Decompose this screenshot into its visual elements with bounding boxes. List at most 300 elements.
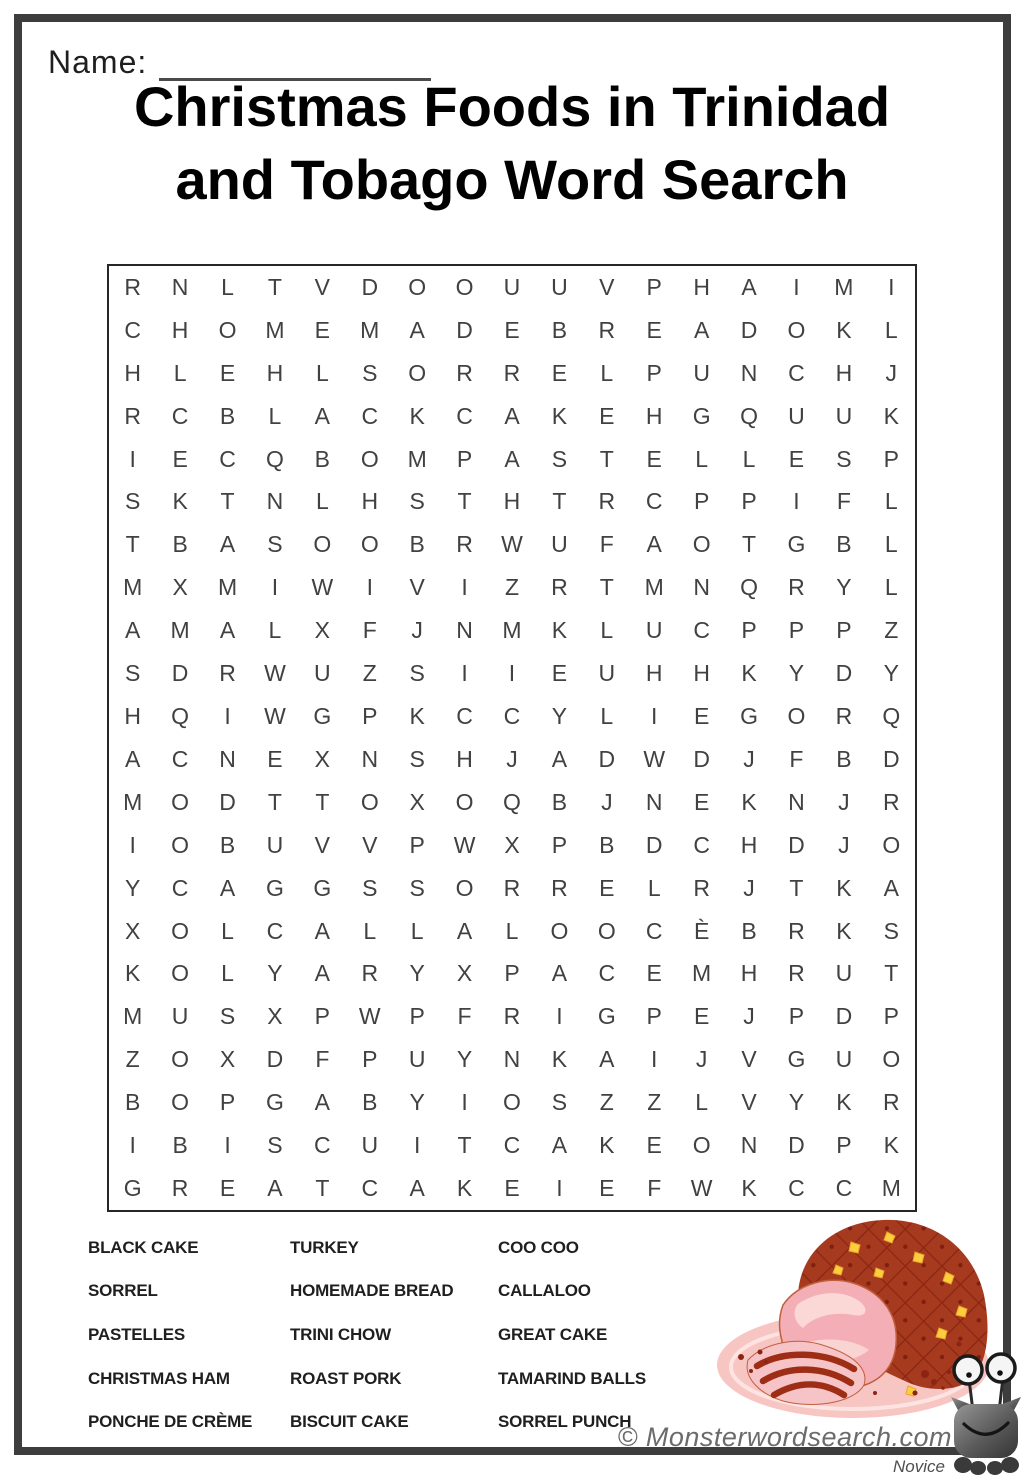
word-list-item: CALLALOO	[498, 1281, 591, 1301]
grid-letter-r19-c1: Z	[125, 1046, 140, 1073]
grid-letter-r21-c16: P	[836, 1132, 852, 1159]
grid-letter-r18-c13: E	[693, 1003, 710, 1030]
grid-letter-r10-c11: U	[598, 660, 616, 687]
grid-letter-r1-c8: O	[455, 273, 474, 300]
grid-letter-r20-c14: V	[741, 1089, 757, 1116]
page-title	[0, 70, 1024, 216]
grid-letter-r5-c10: S	[551, 445, 568, 472]
grid-letter-r19-c9: N	[503, 1046, 521, 1073]
grid-letter-r11-c16: R	[835, 703, 853, 730]
grid-letter-r16-c1: X	[125, 917, 141, 944]
grid-letter-r20-c8: I	[461, 1089, 468, 1116]
grid-letter-r20-c17: R	[882, 1089, 900, 1116]
grid-letter-r15-c11: E	[599, 874, 615, 901]
grid-letter-r10-c7: S	[409, 660, 425, 687]
grid-letter-r5-c2: E	[172, 445, 188, 472]
grid-letter-r7-c4: S	[267, 531, 283, 558]
grid-letter-r19-c3: X	[219, 1046, 236, 1073]
word-list-item: TAMARIND BALLS	[498, 1368, 646, 1388]
grid-letter-r13-c9: Q	[503, 788, 521, 815]
grid-letter-r16-c13: È	[693, 917, 710, 944]
grid-letter-r2-c5: E	[314, 316, 331, 343]
grid-letter-r4-c5: A	[314, 402, 331, 429]
grid-letter-r11-c15: O	[787, 703, 806, 730]
grid-letter-r4-c1: R	[124, 402, 142, 429]
grid-letter-r17-c7: Y	[409, 960, 425, 987]
grid-letter-r15-c3: A	[219, 874, 236, 901]
grid-letter-r2-c9: E	[504, 316, 520, 343]
grid-letter-r18-c17: P	[883, 1003, 899, 1030]
word-list-item: ROAST PORK	[290, 1368, 402, 1388]
grid-letter-r4-c7: K	[409, 402, 425, 429]
grid-letter-r13-c5: T	[315, 788, 330, 815]
grid-letter-r1-c16: M	[834, 273, 854, 300]
grid-letter-r11-c8: C	[456, 703, 473, 730]
word-list-item: BLACK CAKE	[88, 1237, 199, 1257]
grid-letter-r14-c11: B	[599, 831, 615, 858]
word-list-item: PONCHE DE CRÈME	[88, 1412, 253, 1432]
grid-letter-r3-c3: E	[219, 359, 236, 386]
grid-letter-r8-c1: M	[123, 574, 143, 601]
grid-letter-r9-c11: L	[600, 617, 614, 644]
grid-letter-r14-c9: X	[504, 831, 520, 858]
grid-letter-r17-c9: P	[504, 960, 520, 987]
grid-letter-r11-c1: H	[124, 703, 142, 730]
grid-letter-r8-c14: Q	[740, 574, 758, 601]
grid-letter-r2-c14: D	[740, 316, 758, 343]
grid-letter-r17-c6: R	[361, 960, 379, 987]
grid-letter-r18-c15: P	[788, 1003, 805, 1030]
grid-letter-r5-c6: O	[360, 445, 379, 472]
grid-letter-r10-c14: K	[741, 660, 757, 687]
grid-letter-r17-c5: A	[314, 960, 331, 987]
grid-letter-r19-c16: U	[835, 1046, 853, 1073]
grid-letter-r22-c17: M	[881, 1175, 901, 1202]
grid-letter-r1-c7: O	[408, 273, 427, 300]
grid-letter-r3-c15: C	[788, 359, 805, 386]
grid-letter-r10-c12: H	[645, 660, 663, 687]
grid-letter-r2-c16: K	[836, 316, 852, 343]
grid-letter-r11-c12: I	[651, 703, 658, 730]
grid-letter-r18-c9: R	[503, 1003, 521, 1030]
grid-letter-r22-c10: I	[556, 1175, 563, 1202]
grid-letter-r7-c12: A	[646, 531, 662, 558]
grid-letter-r14-c12: D	[645, 831, 663, 858]
word-list-item: TURKEY	[290, 1237, 359, 1257]
grid-letter-r20-c7: Y	[409, 1089, 425, 1116]
grid-letter-r7-c2: B	[172, 531, 188, 558]
grid-letter-r6-c11: R	[598, 488, 616, 515]
grid-letter-r12-c8: H	[456, 745, 473, 772]
word-list-item: PASTELLES	[88, 1324, 186, 1344]
word-list-item: SORREL	[88, 1281, 158, 1301]
grid-letter-r18-c4: X	[267, 1003, 283, 1030]
grid-letter-r4-c11: E	[599, 402, 615, 429]
grid-letter-r3-c11: L	[600, 359, 614, 386]
grid-letter-r13-c6: O	[360, 788, 379, 815]
grid-letter-r8-c7: V	[409, 574, 425, 601]
grid-letter-r16-c17: S	[883, 917, 899, 944]
grid-letter-r9-c4: L	[268, 617, 282, 644]
grid-letter-r8-c16: Y	[836, 574, 852, 601]
grid-letter-r15-c13: R	[693, 874, 710, 901]
grid-letter-r12-c6: N	[361, 745, 379, 772]
grid-letter-r13-c8: O	[455, 788, 474, 815]
grid-letter-r19-c14: V	[741, 1046, 757, 1073]
grid-letter-r1-c6: D	[361, 273, 379, 300]
grid-letter-r9-c10: K	[551, 617, 568, 644]
grid-letter-r21-c15: D	[788, 1132, 805, 1159]
grid-letter-r16-c10: O	[550, 917, 569, 944]
grid-letter-r6-c6: H	[361, 488, 379, 515]
monster-mascot	[948, 1352, 1024, 1478]
grid-letter-r4-c17: K	[883, 402, 899, 429]
grid-letter-r15-c15: T	[789, 874, 804, 901]
monster-icon	[948, 1352, 1024, 1478]
grid-letter-r16-c12: C	[645, 917, 663, 944]
grid-letter-r17-c10: A	[551, 960, 568, 987]
grid-letter-r20-c1: B	[125, 1089, 141, 1116]
grid-letter-r4-c12: H	[645, 402, 663, 429]
grid-letter-r9-c15: P	[788, 617, 805, 644]
grid-letter-r18-c12: P	[646, 1003, 662, 1030]
grid-letter-r9-c8: N	[456, 617, 473, 644]
grid-letter-r21-c3: I	[224, 1132, 231, 1159]
grid-letter-r10-c6: Z	[362, 660, 377, 687]
grid-letter-r15-c8: O	[455, 874, 474, 901]
grid-letter-r2-c7: A	[409, 316, 425, 343]
grid-letter-r12-c15: F	[789, 745, 804, 772]
grid-letter-r7-c7: B	[409, 531, 425, 558]
grid-letter-r3-c6: S	[362, 359, 378, 386]
grid-letter-r10-c3: R	[219, 660, 236, 687]
grid-letter-r21-c2: B	[172, 1132, 188, 1159]
grid-letter-r16-c15: R	[788, 917, 805, 944]
grid-letter-r3-c1: H	[124, 359, 142, 386]
grid-letter-r12-c4: E	[267, 745, 283, 772]
grid-letter-r22-c9: E	[504, 1175, 520, 1202]
grid-letter-r11-c13: E	[693, 703, 710, 730]
grid-letter-r18-c3: S	[219, 1003, 236, 1030]
grid-letter-r19-c7: U	[408, 1046, 426, 1073]
grid-letter-r6-c14: P	[741, 488, 757, 515]
grid-letter-r17-c3: L	[221, 960, 234, 987]
grid-letter-r10-c8: I	[461, 660, 468, 687]
grid-letter-r3-c14: N	[740, 359, 758, 386]
grid-letter-r20-c9: O	[503, 1089, 521, 1116]
grid-letter-r11-c9: C	[503, 703, 521, 730]
grid-letter-r18-c5: P	[314, 1003, 331, 1030]
word-list-item: SORREL PUNCH	[498, 1412, 632, 1432]
grid-letter-r16-c2: O	[171, 917, 190, 944]
grid-letter-r4-c4: L	[268, 402, 282, 429]
grid-letter-r3-c7: O	[408, 359, 427, 386]
grid-letter-r22-c11: E	[599, 1175, 615, 1202]
grid-letter-r11-c11: L	[600, 703, 614, 730]
grid-letter-r12-c17: D	[882, 745, 900, 772]
grid-letter-r13-c16: J	[838, 788, 850, 815]
grid-letter-r14-c13: C	[693, 831, 710, 858]
grid-letter-r16-c5: A	[314, 917, 331, 944]
grid-letter-r9-c12: U	[645, 617, 663, 644]
grid-letter-r5-c9: A	[504, 445, 520, 472]
grid-letter-r10-c16: D	[835, 660, 853, 687]
grid-letter-r1-c15: I	[793, 273, 800, 300]
grid-letter-r12-c2: C	[171, 745, 189, 772]
grid-letter-r12-c1: A	[125, 745, 141, 772]
grid-letter-r21-c13: O	[692, 1132, 711, 1159]
grid-letter-r10-c9: I	[508, 660, 516, 687]
grid-letter-r21-c8: T	[457, 1132, 472, 1159]
grid-letter-r7-c13: O	[692, 531, 711, 558]
grid-letter-r15-c4: G	[265, 874, 284, 901]
grid-letter-r9-c2: M	[170, 617, 190, 644]
grid-letter-r14-c14: H	[740, 831, 758, 858]
grid-letter-r5-c4: Q	[265, 445, 284, 472]
grid-letter-r4-c3: B	[219, 402, 236, 429]
grid-letter-r16-c7: L	[410, 917, 424, 944]
grid-letter-r1-c2: N	[171, 273, 189, 300]
grid-letter-r17-c2: O	[171, 960, 190, 987]
grid-letter-r5-c14: L	[742, 445, 756, 472]
grid-letter-r17-c16: U	[835, 960, 853, 987]
grid-letter-r11-c5: G	[313, 703, 332, 730]
grid-letter-r22-c13: W	[690, 1175, 713, 1202]
grid-letter-r5-c17: P	[883, 445, 899, 472]
grid-letter-r12-c14: J	[743, 745, 755, 772]
grid-letter-r20-c4: G	[265, 1089, 284, 1116]
grid-letter-r11-c7: K	[409, 703, 425, 730]
grid-letter-r16-c9: L	[505, 917, 519, 944]
grid-letter-r2-c17: L	[884, 316, 898, 343]
grid-letter-r6-c13: P	[693, 488, 710, 515]
grid-letter-r14-c4: U	[266, 831, 284, 858]
grid-letter-r7-c8: R	[456, 531, 473, 558]
grid-letter-r22-c6: C	[361, 1175, 379, 1202]
grid-letter-r15-c10: R	[551, 874, 568, 901]
grid-letter-r21-c5: C	[314, 1132, 331, 1159]
grid-letter-r7-c3: A	[219, 531, 236, 558]
grid-letter-r1-c12: P	[646, 273, 662, 300]
grid-letter-r13-c14: K	[741, 788, 757, 815]
grid-letter-r2-c13: A	[693, 316, 710, 343]
grid-letter-r6-c17: L	[884, 488, 898, 515]
grid-letter-r18-c1: M	[123, 1003, 143, 1030]
grid-letter-r2-c2: H	[171, 316, 189, 343]
grid-letter-r9-c13: C	[693, 617, 710, 644]
grid-letter-r15-c17: A	[883, 874, 899, 901]
grid-letter-r16-c8: A	[456, 917, 473, 944]
grid-letter-r9-c7: J	[411, 617, 423, 644]
grid-letter-r6-c10: T	[552, 488, 567, 515]
grid-letter-r20-c15: Y	[788, 1089, 805, 1116]
grid-letter-r12-c16: B	[836, 745, 852, 772]
grid-letter-r19-c13: J	[695, 1046, 708, 1073]
grid-letter-r7-c17: L	[884, 531, 898, 558]
grid-letter-r7-c16: B	[836, 531, 852, 558]
grid-letter-r4-c13: G	[692, 402, 711, 429]
grid-letter-r13-c11: J	[601, 788, 613, 815]
grid-letter-r20-c2: O	[171, 1089, 190, 1116]
grid-letter-r1-c3: L	[221, 273, 234, 300]
grid-letter-r4-c8: C	[456, 402, 473, 429]
grid-letter-r5-c7: M	[407, 445, 427, 472]
grid-letter-r12-c13: D	[693, 745, 710, 772]
grid-letter-r9-c9: M	[502, 617, 522, 644]
grid-letter-r18-c11: G	[597, 1003, 616, 1030]
grid-letter-r15-c12: L	[647, 874, 661, 901]
grid-letter-r10-c13: H	[693, 660, 710, 687]
grid-letter-r15-c5: G	[313, 874, 332, 901]
grid-letter-r8-c11: T	[599, 574, 614, 601]
grid-letter-r16-c4: C	[266, 917, 284, 944]
grid-letter-r3-c4: H	[266, 359, 284, 386]
grid-letter-r7-c9: W	[501, 531, 523, 558]
grid-letter-r7-c14: T	[742, 531, 757, 558]
grid-letter-r3-c8: R	[456, 359, 473, 386]
grid-letter-r19-c6: P	[362, 1046, 378, 1073]
grid-letter-r2-c6: M	[360, 316, 380, 343]
grid-letter-r14-c5: V	[314, 831, 331, 858]
grid-letter-r6-c1: S	[125, 488, 141, 515]
grid-letter-r14-c1: I	[129, 831, 136, 858]
grid-letter-r7-c6: O	[360, 531, 379, 558]
grid-letter-r20-c10: S	[551, 1089, 568, 1116]
grid-letter-r6-c12: C	[645, 488, 663, 515]
grid-letter-r11-c14: G	[740, 703, 758, 730]
grid-letter-r13-c4: T	[267, 788, 282, 815]
grid-letter-r21-c17: K	[883, 1132, 899, 1159]
grid-letter-r8-c5: W	[311, 574, 334, 601]
grid-letter-r5-c5: B	[314, 445, 331, 472]
grid-letter-r9-c16: P	[836, 617, 852, 644]
grid-letter-r14-c2: O	[171, 831, 190, 858]
grid-letter-r17-c1: K	[125, 960, 141, 987]
grid-letter-r14-c15: D	[788, 831, 805, 858]
grid-letter-r18-c8: F	[457, 1003, 472, 1030]
grid-letter-r13-c3: D	[219, 788, 236, 815]
grid-letter-r3-c13: U	[693, 359, 710, 386]
grid-letter-r2-c3: O	[218, 316, 237, 343]
grid-letter-r22-c1: G	[123, 1175, 142, 1202]
grid-letter-r1-c14: A	[741, 273, 757, 300]
grid-letter-r6-c15: I	[793, 488, 800, 515]
grid-letter-r22-c15: C	[788, 1175, 805, 1202]
grid-letter-r21-c11: K	[599, 1132, 615, 1159]
grid-letter-r4-c14: Q	[740, 402, 758, 429]
grid-letter-r17-c14: H	[740, 960, 758, 987]
grid-letter-r4-c15: U	[788, 402, 805, 429]
grid-letter-r2-c8: D	[456, 316, 473, 343]
grid-letter-r13-c13: E	[693, 788, 710, 815]
grid-letter-r7-c1: T	[125, 531, 140, 558]
grid-letter-r19-c4: D	[266, 1046, 284, 1073]
grid-letter-r6-c8: T	[457, 488, 472, 515]
grid-letter-r19-c15: G	[787, 1046, 806, 1073]
grid-letter-r5-c16: S	[836, 445, 852, 472]
grid-letter-r13-c10: B	[551, 788, 568, 815]
grid-letter-r9-c17: Z	[884, 617, 899, 644]
grid-letter-r10-c17: Y	[883, 660, 899, 687]
grid-letter-r6-c4: N	[266, 488, 284, 515]
grid-letter-r5-c8: P	[456, 445, 473, 472]
grid-letter-r17-c12: E	[646, 960, 662, 987]
grid-letter-r5-c11: T	[599, 445, 614, 472]
grid-letter-r8-c3: M	[217, 574, 238, 601]
grid-letter-r15-c16: K	[836, 874, 852, 901]
grid-letter-r13-c1: M	[123, 788, 143, 815]
grid-letter-r3-c10: E	[551, 359, 568, 386]
grid-letter-r1-c9: U	[503, 273, 521, 300]
grid-letter-r18-c2: U	[171, 1003, 189, 1030]
grid-letter-r10-c15: Y	[788, 660, 805, 687]
grid-letter-r19-c2: O	[171, 1046, 190, 1073]
grid-letter-r7-c15: G	[787, 531, 806, 558]
grid-letter-r17-c15: R	[788, 960, 805, 987]
grid-letter-r17-c11: C	[598, 960, 616, 987]
grid-letter-r14-c17: O	[882, 831, 901, 858]
grid-letter-r22-c8: K	[456, 1175, 473, 1202]
grid-letter-r2-c15: O	[787, 316, 806, 343]
grid-letter-r20-c13: L	[695, 1089, 709, 1116]
name-label: Name:	[48, 44, 148, 80]
grid-letter-r12-c11: D	[598, 745, 616, 772]
word-list-item: COO COO	[498, 1237, 579, 1257]
grid-letter-r14-c10: P	[551, 831, 568, 858]
grid-letter-r10-c2: D	[171, 660, 189, 687]
grid-letter-r2-c1: C	[124, 316, 142, 343]
grid-letter-r11-c3: I	[224, 703, 231, 730]
grid-letter-r13-c15: N	[788, 788, 805, 815]
grid-letter-r21-c12: E	[646, 1132, 662, 1159]
page-title-line1: Christmas Foods in Trinidad	[133, 75, 891, 138]
grid-letter-r12-c10: A	[551, 745, 568, 772]
grid-letter-r21-c14: N	[740, 1132, 758, 1159]
grid-letter-r6-c2: K	[172, 488, 188, 515]
grid-letter-r1-c11: V	[599, 273, 615, 300]
grid-letter-r8-c9: Z	[504, 574, 520, 601]
grid-letter-r16-c16: K	[836, 917, 852, 944]
grid-letter-r1-c13: H	[693, 273, 710, 300]
grid-letter-r10-c5: U	[314, 660, 331, 687]
word-list-item: BISCUIT CAKE	[290, 1412, 409, 1432]
grid-letter-r19-c5: F	[315, 1046, 330, 1073]
grid-letter-r11-c2: Q	[171, 703, 190, 730]
grid-letter-r12-c9: J	[506, 745, 518, 772]
grid-letter-r20-c12: Z	[647, 1089, 662, 1116]
grid-letter-r22-c3: E	[219, 1175, 236, 1202]
grid-letter-r11-c10: Y	[551, 703, 568, 730]
word-list-item: HOMEMADE BREAD	[290, 1281, 454, 1301]
grid-letter-r22-c4: A	[267, 1175, 283, 1202]
grid-letter-r9-c3: A	[219, 617, 236, 644]
difficulty-label: Novice	[893, 1457, 945, 1476]
grid-letter-r4-c9: A	[504, 402, 520, 429]
grid-letter-r6-c9: H	[503, 488, 521, 515]
grid-letter-r3-c5: L	[315, 359, 329, 386]
grid-letter-r3-c9: R	[503, 359, 521, 386]
grid-letter-r6-c5: L	[315, 488, 329, 515]
word-list-item: GREAT CAKE	[498, 1324, 608, 1344]
word-list-item: TRINI CHOW	[290, 1324, 391, 1344]
grid-letter-r16-c6: L	[363, 917, 377, 944]
grid-letter-r1-c17: I	[888, 273, 895, 300]
grid-letter-r20-c16: K	[836, 1089, 852, 1116]
grid-letter-r13-c17: R	[882, 788, 900, 815]
word-list-item: CHRISTMAS HAM	[88, 1368, 230, 1388]
grid-letter-r20-c3: P	[219, 1089, 236, 1116]
grid-letter-r8-c4: I	[271, 574, 279, 601]
